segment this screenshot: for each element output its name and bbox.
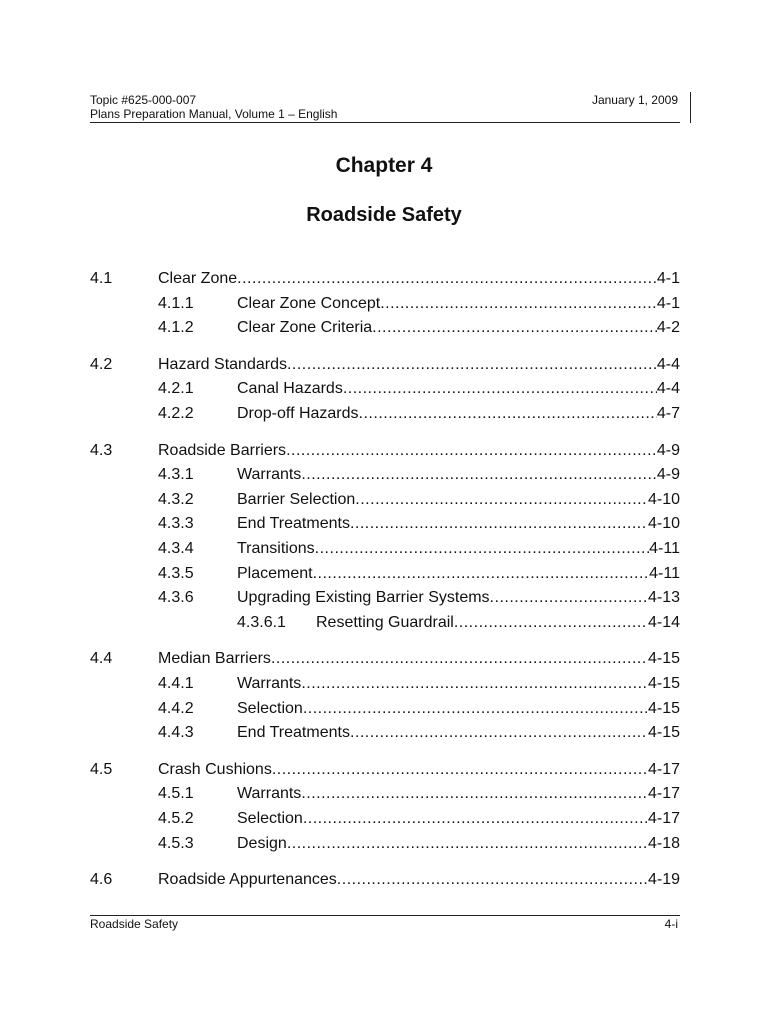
toc-entry-number: 4.6 bbox=[90, 871, 113, 889]
toc-entry-title: Drop-off Hazards bbox=[237, 405, 359, 422]
toc-entry-number: 4.3.2 bbox=[158, 490, 194, 508]
toc-entry[interactable] bbox=[0, 808, 768, 830]
toc-entry-page: 4-11 bbox=[649, 564, 680, 582]
toc-entry[interactable] bbox=[0, 293, 768, 315]
toc-entry-page: 4-17 bbox=[647, 760, 680, 778]
toc-entry-number: 4.3.1 bbox=[158, 466, 194, 484]
topic-number: Topic #625-000-007 bbox=[90, 93, 197, 107]
toc-entry-title: Crash Cushions bbox=[158, 760, 272, 778]
toc-entry[interactable] bbox=[0, 268, 768, 290]
toc-dot-leader bbox=[287, 833, 648, 855]
toc-entry[interactable] bbox=[0, 440, 768, 462]
chapter-subtitle: Roadside Safety bbox=[306, 204, 462, 226]
toc-entry-page: 4-15 bbox=[647, 675, 680, 692]
toc-entry-number: 4.1 bbox=[90, 270, 113, 287]
toc-entry-number: 4.3.6.1 bbox=[237, 613, 286, 631]
toc-entry-number: 4.2.2 bbox=[158, 405, 194, 422]
toc-entry-number: 4.3.3 bbox=[158, 515, 194, 533]
toc-entry-title: Median Barriers bbox=[158, 650, 271, 668]
toc-dot-leader bbox=[343, 378, 657, 400]
toc-entry-number: 4.5.3 bbox=[158, 834, 194, 852]
toc-entry-title: Roadside Appurtenances bbox=[158, 871, 337, 889]
toc-dot-leader bbox=[301, 673, 648, 695]
toc-entry[interactable] bbox=[0, 378, 768, 400]
toc-entry-body bbox=[237, 722, 680, 744]
toc-entry[interactable] bbox=[0, 722, 768, 744]
toc-dot-leader bbox=[272, 759, 648, 781]
toc-entry-body bbox=[237, 293, 680, 315]
toc-entry-number: 4.3 bbox=[90, 441, 113, 459]
toc-entry-title: Transitions bbox=[237, 540, 315, 557]
toc-entry-title: Hazard Standards bbox=[158, 355, 287, 373]
toc-dot-leader bbox=[355, 489, 648, 511]
toc-entry-title: Warrants bbox=[237, 675, 302, 692]
toc-entry-number: 4.2.1 bbox=[158, 380, 194, 398]
toc-entry-body bbox=[237, 587, 680, 609]
footer-page-number: 4-i bbox=[664, 917, 678, 931]
toc-entry-body bbox=[158, 440, 680, 462]
toc-entry[interactable] bbox=[0, 759, 768, 781]
toc-entry[interactable] bbox=[0, 612, 768, 634]
toc-entry[interactable] bbox=[0, 648, 768, 670]
toc-entry-number: 4.4.3 bbox=[158, 724, 194, 742]
toc-entry-body bbox=[316, 612, 680, 634]
toc-entry[interactable] bbox=[0, 317, 768, 339]
toc-entry-page: 4-4 bbox=[656, 355, 680, 373]
toc-entry-number: 4.4.1 bbox=[158, 675, 194, 692]
toc-entry-title: Placement bbox=[237, 564, 313, 582]
toc-entry-body bbox=[237, 808, 680, 830]
toc-entry-page: 4-15 bbox=[647, 699, 680, 717]
toc-entry-title: Warrants bbox=[237, 785, 302, 803]
toc-entry-title: Clear Zone Criteria bbox=[237, 319, 373, 337]
toc-entry-body bbox=[237, 698, 680, 720]
toc-entry[interactable] bbox=[0, 538, 768, 560]
toc-entry-body bbox=[237, 489, 680, 511]
toc-entry-page: 4-14 bbox=[647, 613, 680, 631]
toc-entry-number: 4.1.2 bbox=[158, 319, 194, 337]
toc-entry-title: Canal Hazards bbox=[237, 380, 343, 398]
toc-entry-page: 4-15 bbox=[647, 724, 680, 742]
toc-entry-page: 4-18 bbox=[647, 834, 680, 852]
toc-dot-leader bbox=[303, 698, 648, 720]
toc-entry-title: Roadside Barriers bbox=[158, 441, 287, 459]
toc-entry-title: End Treatments bbox=[237, 724, 350, 742]
toc-dot-leader bbox=[301, 464, 657, 486]
toc-entry[interactable] bbox=[0, 869, 768, 891]
toc-entry[interactable] bbox=[0, 354, 768, 376]
toc-entry[interactable] bbox=[0, 587, 768, 609]
toc-entry-title: End Treatments bbox=[237, 515, 350, 533]
toc-entry-body bbox=[237, 673, 680, 695]
toc-entry-page: 4-17 bbox=[647, 785, 680, 803]
toc-entry-number: 4.5.1 bbox=[158, 785, 194, 803]
toc-entry-body bbox=[158, 354, 680, 376]
toc-entry-number: 4.2 bbox=[90, 355, 113, 373]
toc-entry[interactable] bbox=[0, 563, 768, 585]
toc-entry-title: Clear Zone bbox=[158, 270, 238, 287]
toc-entry-page: 4-7 bbox=[656, 405, 680, 422]
toc-entry-page: 4-19 bbox=[647, 871, 680, 889]
toc-entry-page: 4-9 bbox=[656, 441, 680, 459]
toc-entry[interactable] bbox=[0, 833, 768, 855]
toc-entry-title: Clear Zone Concept bbox=[237, 294, 381, 312]
toc-dot-leader bbox=[359, 403, 657, 425]
toc-entry-page: 4-15 bbox=[647, 650, 680, 668]
toc-entry-body bbox=[237, 833, 680, 855]
header-date: January 1, 2009 bbox=[591, 93, 678, 107]
toc-entry[interactable] bbox=[0, 673, 768, 695]
toc-dot-leader bbox=[337, 869, 648, 891]
toc-entry-title: Barrier Selection bbox=[237, 490, 356, 508]
toc-dot-leader bbox=[287, 354, 657, 376]
chapter-title: Chapter 4 bbox=[335, 154, 433, 177]
toc-dot-leader bbox=[490, 587, 648, 609]
toc-entry-title: Warrants bbox=[237, 466, 302, 484]
toc-dot-leader bbox=[301, 783, 648, 805]
toc-entry-page: 4-17 bbox=[647, 810, 680, 827]
toc-entry[interactable] bbox=[0, 513, 768, 535]
toc-entry-page: 4-2 bbox=[656, 319, 680, 337]
toc-entry-number: 4.3.4 bbox=[158, 540, 194, 557]
toc-entry-body bbox=[237, 563, 680, 585]
toc-entry-number: 4.5.2 bbox=[158, 810, 194, 827]
toc-entry-page: 4-1 bbox=[656, 294, 680, 312]
toc-dot-leader bbox=[350, 513, 648, 535]
toc-entry-page: 4-4 bbox=[656, 380, 680, 398]
toc-entry-body bbox=[158, 869, 680, 891]
toc-dot-leader bbox=[271, 648, 648, 670]
toc-entry-page: 4-10 bbox=[647, 515, 680, 533]
toc-entry-body bbox=[158, 648, 680, 670]
toc-entry-number: 4.4 bbox=[90, 650, 113, 668]
toc-entry[interactable] bbox=[0, 783, 768, 805]
toc-entry-number: 4.5 bbox=[90, 760, 113, 778]
toc-entry-body bbox=[237, 403, 680, 425]
toc-entry[interactable] bbox=[0, 403, 768, 425]
toc-dot-leader bbox=[380, 293, 657, 315]
toc-entry-body bbox=[158, 759, 680, 781]
footer-section: Roadside Safety bbox=[90, 917, 179, 931]
toc-entry-body bbox=[237, 378, 680, 400]
toc-entry-number: 4.3.6 bbox=[158, 589, 194, 607]
manual-title: Plans Preparation Manual, Volume 1 – English bbox=[90, 107, 338, 121]
toc-entry-body bbox=[158, 268, 680, 290]
toc-entry-page: 4-10 bbox=[647, 490, 680, 508]
toc-entry-number: 4.1.1 bbox=[158, 294, 194, 312]
toc-entry-body bbox=[237, 464, 680, 486]
footer-rule bbox=[90, 915, 680, 916]
toc-entry-page: 4-13 bbox=[647, 589, 680, 607]
toc-entry-title: Selection bbox=[237, 699, 303, 717]
toc-dot-leader bbox=[350, 722, 648, 744]
toc-entry-body bbox=[237, 538, 680, 560]
toc-entry-title: Design bbox=[237, 834, 287, 852]
toc-entry-number: 4.4.2 bbox=[158, 699, 194, 717]
toc-entry-page: 4-1 bbox=[656, 270, 680, 287]
toc-dot-leader bbox=[286, 440, 657, 462]
toc-dot-leader bbox=[315, 538, 650, 560]
toc-dot-leader bbox=[313, 563, 650, 585]
toc-entry-number: 4.3.5 bbox=[158, 564, 194, 582]
toc-entry-body bbox=[237, 513, 680, 535]
toc-entry[interactable] bbox=[0, 698, 768, 720]
toc-entry-title: Selection bbox=[237, 810, 303, 827]
toc-entry-body bbox=[237, 783, 680, 805]
toc-dot-leader bbox=[372, 317, 657, 339]
toc-dot-leader bbox=[303, 808, 648, 830]
toc-entry-title: Upgrading Existing Barrier Systems bbox=[237, 589, 490, 607]
toc-entry-page: 4-11 bbox=[649, 540, 680, 557]
toc-entry-body bbox=[237, 317, 680, 339]
toc-entry-title: Resetting Guardrail bbox=[316, 613, 454, 631]
toc-dot-leader bbox=[237, 268, 657, 290]
toc-entry-page: 4-9 bbox=[656, 466, 680, 484]
toc-dot-leader bbox=[454, 612, 648, 634]
toc-entry[interactable] bbox=[0, 464, 768, 486]
toc-entry[interactable] bbox=[0, 489, 768, 511]
